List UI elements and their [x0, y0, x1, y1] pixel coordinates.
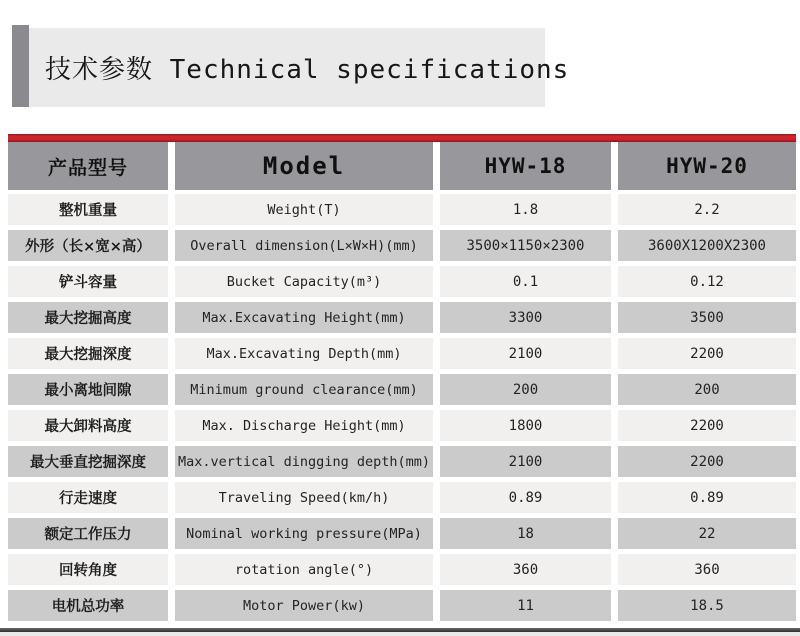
spec-value-hyw20: 2200: [618, 446, 796, 477]
spec-value-hyw20: 22: [618, 518, 796, 549]
spec-label-en: Bucket Capacity(m³): [175, 266, 433, 297]
spec-label-en: Motor Power(kw): [175, 590, 433, 621]
spec-label-en: Max.vertical dingging depth(mm): [175, 446, 433, 477]
spec-value-hyw18: 2100: [440, 446, 611, 477]
column-header-hyw20: HYW-20: [618, 142, 796, 190]
spec-label-zh: 最大挖掘深度: [8, 338, 168, 369]
spec-value-hyw20: 3500: [618, 302, 796, 333]
spec-value-hyw20: 3600X1200X2300: [618, 230, 796, 261]
spec-label-zh: 最大挖掘高度: [8, 302, 168, 333]
spec-label-zh: 额定工作压力: [8, 518, 168, 549]
spec-row: [8, 302, 796, 333]
spec-label-zh: 外形（长×宽×高）: [8, 230, 168, 261]
spec-row: [8, 338, 796, 369]
title-box: [29, 28, 570, 107]
spec-value-hyw20: 360: [618, 554, 796, 585]
title-accent-bar: [12, 25, 29, 107]
column-header-model: Model: [175, 142, 433, 190]
spec-value-hyw18: 0.1: [440, 266, 611, 297]
spec-label-en: Overall dimension(L×W×H)(mm): [175, 230, 433, 261]
column-header-product-model: 产品型号: [8, 142, 168, 190]
spec-value-hyw18: 1.8: [440, 194, 611, 225]
spec-value-hyw20: 2200: [618, 410, 796, 441]
spec-row: [8, 446, 796, 477]
spec-value-hyw18: 18: [440, 518, 611, 549]
column-header-hyw18: HYW-18: [440, 142, 611, 190]
spec-value-hyw20: 2200: [618, 338, 796, 369]
spec-row: [8, 230, 796, 261]
table-header-row: [8, 142, 796, 190]
spec-label-en: Nominal working pressure(MPa): [175, 518, 433, 549]
spec-row: [8, 266, 796, 297]
spec-label-en: Traveling Speed(km/h): [175, 482, 433, 513]
spec-label-zh: 最大卸料高度: [8, 410, 168, 441]
spec-value-hyw18: 200: [440, 374, 611, 405]
spec-label-en: Weight(T): [175, 194, 433, 225]
spec-label-zh: 回转角度: [8, 554, 168, 585]
spec-table: [8, 134, 796, 621]
page-title: 技术参数 Technical specifications: [45, 55, 570, 85]
spec-label-zh: 铲斗容量: [8, 266, 168, 297]
spec-label-zh: 最小离地间隙: [8, 374, 168, 405]
spec-value-hyw18: 11: [440, 590, 611, 621]
spec-rows: [8, 194, 796, 621]
spec-label-zh: 行走速度: [8, 482, 168, 513]
spec-row: [8, 590, 796, 621]
spec-label-en: Minimum ground clearance(mm): [175, 374, 433, 405]
spec-row: [8, 554, 796, 585]
spec-row: [8, 374, 796, 405]
spec-value-hyw18: 3300: [440, 302, 611, 333]
spec-label-en: rotation angle(°): [175, 554, 433, 585]
spec-value-hyw18: 1800: [440, 410, 611, 441]
spec-value-hyw18: 360: [440, 554, 611, 585]
spec-label-zh: 最大垂直挖掘深度: [8, 446, 168, 477]
spec-row: [8, 518, 796, 549]
spec-value-hyw18: 2100: [440, 338, 611, 369]
table-red-accent-bar: [8, 134, 796, 142]
spec-value-hyw20: 200: [618, 374, 796, 405]
spec-row: [8, 482, 796, 513]
spec-value-hyw20: 2.2: [618, 194, 796, 225]
spec-label-en: Max. Discharge Height(mm): [175, 410, 433, 441]
spec-label-zh: 整机重量: [8, 194, 168, 225]
spec-value-hyw18: 0.89: [440, 482, 611, 513]
spec-value-hyw18: 3500×1150×2300: [440, 230, 611, 261]
spec-value-hyw20: 0.12: [618, 266, 796, 297]
spec-label-en: Max.Excavating Height(mm): [175, 302, 433, 333]
bottom-strip: [0, 632, 800, 636]
spec-row: [8, 410, 796, 441]
spec-value-hyw20: 0.89: [618, 482, 796, 513]
spec-value-hyw20: 18.5: [618, 590, 796, 621]
spec-row: [8, 194, 796, 225]
spec-label-zh: 电机总功率: [8, 590, 168, 621]
spec-label-en: Max.Excavating Depth(mm): [175, 338, 433, 369]
